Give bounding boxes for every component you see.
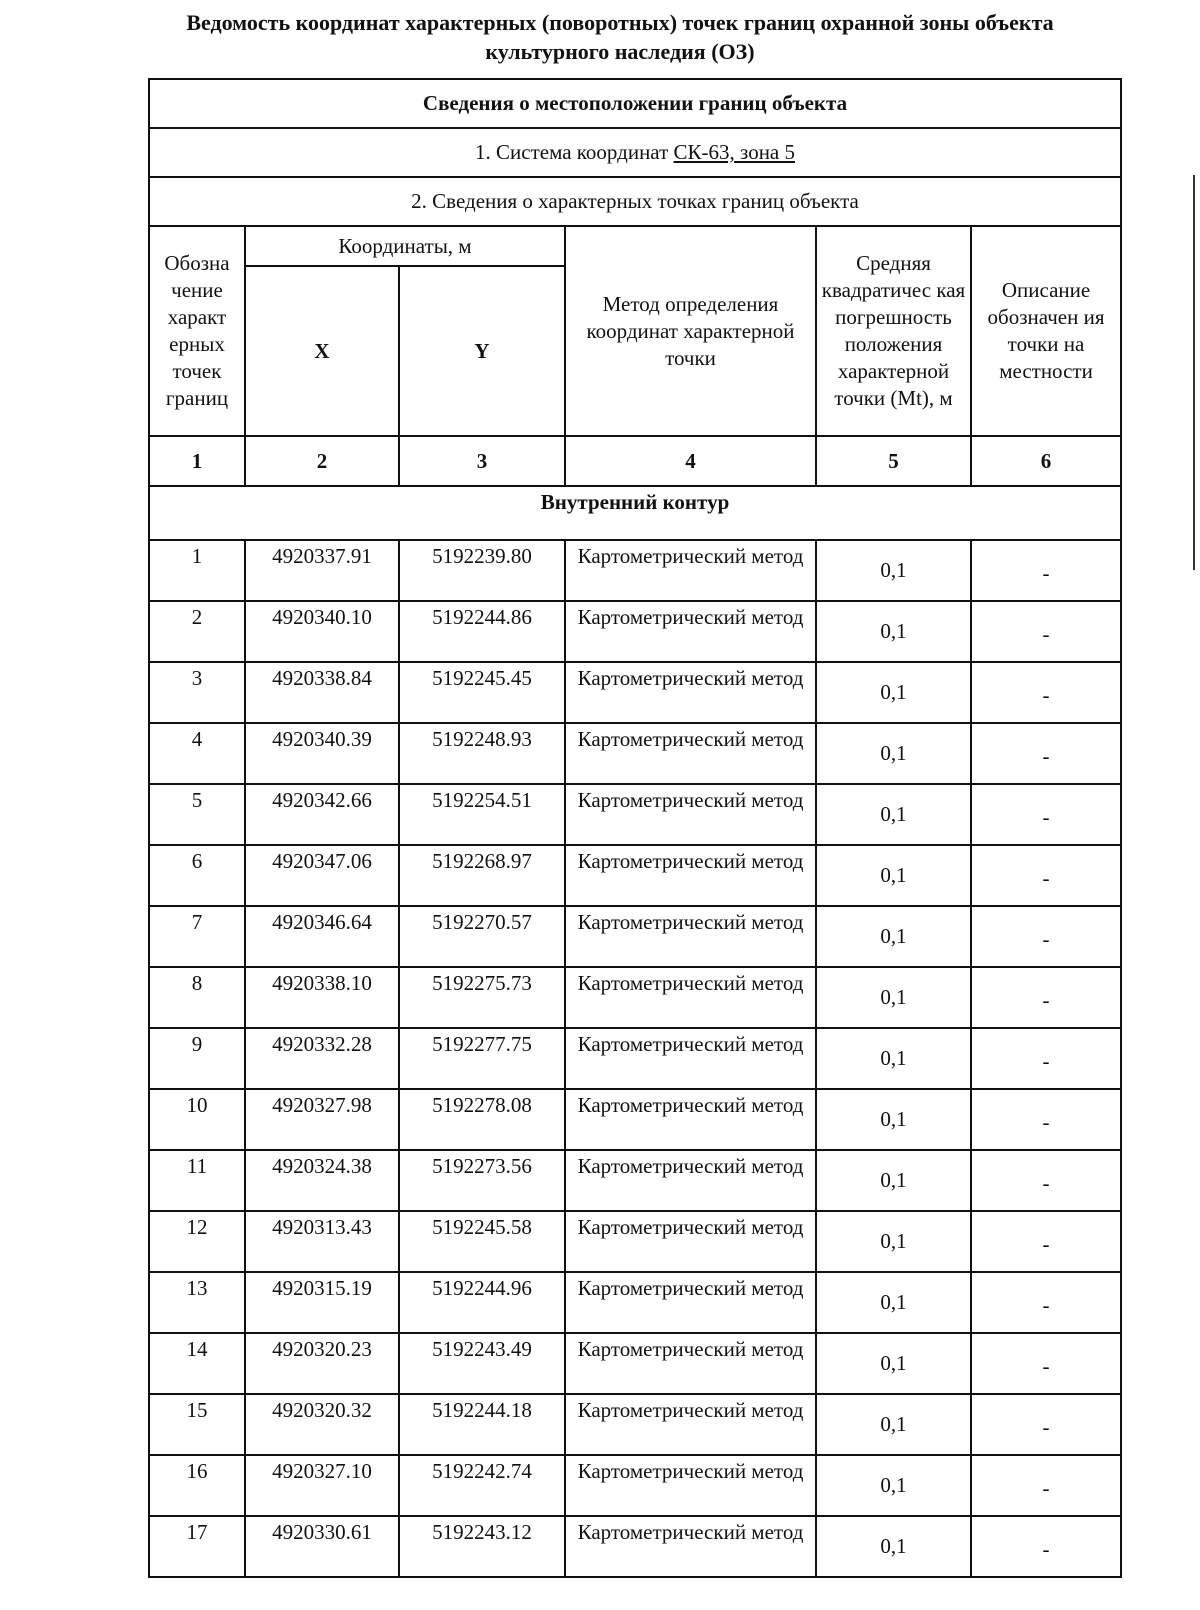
- description-value: -: [971, 845, 1121, 906]
- coord-x: 4920320.32: [245, 1394, 399, 1455]
- point-number: 6: [149, 845, 245, 906]
- coord-y: 5192270.57: [399, 906, 565, 967]
- coord-x: 4920337.91: [245, 540, 399, 601]
- accuracy-value: 0,1: [816, 1516, 971, 1577]
- accuracy-value: 0,1: [816, 1028, 971, 1089]
- coord-y: 5192273.56: [399, 1150, 565, 1211]
- header-method: Метод определения координат характерной точки: [565, 226, 816, 436]
- point-number: 2: [149, 601, 245, 662]
- coord-x: 4920338.10: [245, 967, 399, 1028]
- accuracy-value: 0,1: [816, 1333, 971, 1394]
- table-row: [149, 1272, 1121, 1333]
- coord-y: 5192248.93: [399, 723, 565, 784]
- point-number: 15: [149, 1394, 245, 1455]
- document-title: [120, 8, 1120, 66]
- coord-y: 5192243.49: [399, 1333, 565, 1394]
- page-edge-mark: [1193, 175, 1195, 570]
- description-value: -: [971, 1089, 1121, 1150]
- description-value: -: [971, 662, 1121, 723]
- coord-x: 4920315.19: [245, 1272, 399, 1333]
- point-number: 8: [149, 967, 245, 1028]
- table-row: [149, 845, 1121, 906]
- coord-y: 5192245.58: [399, 1211, 565, 1272]
- col-number-4: 4: [565, 436, 816, 486]
- coord-x: 4920347.06: [245, 845, 399, 906]
- accuracy-value: 0,1: [816, 845, 971, 906]
- coord-x: 4920324.38: [245, 1150, 399, 1211]
- coord-x: 4920327.10: [245, 1455, 399, 1516]
- method: Картометрический метод: [565, 906, 816, 967]
- description-value: -: [971, 1516, 1121, 1577]
- method: Картометрический метод: [565, 662, 816, 723]
- coord-x: 4920342.66: [245, 784, 399, 845]
- table-row: [149, 967, 1121, 1028]
- coord-y: 5192277.75: [399, 1028, 565, 1089]
- table-row: [149, 1150, 1121, 1211]
- coord-x: 4920313.43: [245, 1211, 399, 1272]
- method: Картометрический метод: [565, 1211, 816, 1272]
- header-x: X: [245, 266, 399, 436]
- description-value: -: [971, 723, 1121, 784]
- coord-system-value: СК-63, зона 5: [673, 140, 796, 164]
- description-value: -: [971, 906, 1121, 967]
- method: Картометрический метод: [565, 1455, 816, 1516]
- point-number: 7: [149, 906, 245, 967]
- description-value: -: [971, 1272, 1121, 1333]
- coord-x: 4920327.98: [245, 1089, 399, 1150]
- accuracy-value: 0,1: [816, 1272, 971, 1333]
- col-number-2: 2: [245, 436, 399, 486]
- coord-x: 4920338.84: [245, 662, 399, 723]
- method: Картометрический метод: [565, 1333, 816, 1394]
- coordinates-table: [148, 78, 1122, 1578]
- table-row: [149, 784, 1121, 845]
- method: Картометрический метод: [565, 1394, 816, 1455]
- method: Картометрический метод: [565, 1150, 816, 1211]
- table-row: [149, 1394, 1121, 1455]
- table-row: [149, 1455, 1121, 1516]
- coord-x: 4920340.39: [245, 723, 399, 784]
- coord-x: 4920330.61: [245, 1516, 399, 1577]
- header-y: Y: [399, 266, 565, 436]
- table-row: [149, 906, 1121, 967]
- table-row: [149, 662, 1121, 723]
- accuracy-value: 0,1: [816, 784, 971, 845]
- point-number: 1: [149, 540, 245, 601]
- method: Картометрический метод: [565, 845, 816, 906]
- header-description: Описание обозначен ия точки на местности: [971, 226, 1121, 436]
- point-number: 14: [149, 1333, 245, 1394]
- coord-y: 5192239.80: [399, 540, 565, 601]
- coord-y: 5192268.97: [399, 845, 565, 906]
- method: Картометрический метод: [565, 1028, 816, 1089]
- method: Картометрический метод: [565, 723, 816, 784]
- col-number-3: 3: [399, 436, 565, 486]
- method: Картометрический метод: [565, 1516, 816, 1577]
- coord-y: 5192245.45: [399, 662, 565, 723]
- table-row: [149, 1028, 1121, 1089]
- col-number-6: 6: [971, 436, 1121, 486]
- coord-y: 5192275.73: [399, 967, 565, 1028]
- description-value: -: [971, 784, 1121, 845]
- coord-system-row: [149, 128, 1121, 177]
- table-row: [149, 1516, 1121, 1577]
- table-row: [149, 601, 1121, 662]
- accuracy-value: 0,1: [816, 1455, 971, 1516]
- coord-x: 4920320.23: [245, 1333, 399, 1394]
- table-row: [149, 540, 1121, 601]
- accuracy-value: 0,1: [816, 906, 971, 967]
- description-value: -: [971, 1333, 1121, 1394]
- point-number: 5: [149, 784, 245, 845]
- point-number: 11: [149, 1150, 245, 1211]
- accuracy-value: 0,1: [816, 1211, 971, 1272]
- method: Картометрический метод: [565, 601, 816, 662]
- description-value: -: [971, 1394, 1121, 1455]
- coord-y: 5192244.96: [399, 1272, 565, 1333]
- description-value: -: [971, 1455, 1121, 1516]
- title-line-1: Ведомость координат характерных (поворотных) точек границ охранной зоны объекта: [186, 10, 1054, 35]
- header-point-designation: Обозна чение характ ерных точек границ: [149, 226, 245, 436]
- point-number: 16: [149, 1455, 245, 1516]
- method: Картометрический метод: [565, 1272, 816, 1333]
- coord-y: 5192278.08: [399, 1089, 565, 1150]
- point-number: 3: [149, 662, 245, 723]
- coord-x: 4920340.10: [245, 601, 399, 662]
- description-value: -: [971, 1211, 1121, 1272]
- accuracy-value: 0,1: [816, 1089, 971, 1150]
- description-value: -: [971, 1150, 1121, 1211]
- point-number: 17: [149, 1516, 245, 1577]
- header-coordinates: Координаты, м: [245, 226, 565, 266]
- accuracy-value: 0,1: [816, 967, 971, 1028]
- header-accuracy: Средняя квадратичес кая погрешность положения характерной точки (Mt), м: [816, 226, 971, 436]
- table-row: [149, 1333, 1121, 1394]
- point-number: 9: [149, 1028, 245, 1089]
- coord-x: 4920332.28: [245, 1028, 399, 1089]
- accuracy-value: 0,1: [816, 601, 971, 662]
- coord-y: 5192254.51: [399, 784, 565, 845]
- title-line-2: культурного наследия (ОЗ): [485, 39, 755, 64]
- method: Картометрический метод: [565, 784, 816, 845]
- accuracy-value: 0,1: [816, 723, 971, 784]
- accuracy-value: 0,1: [816, 540, 971, 601]
- accuracy-value: 0,1: [816, 1150, 971, 1211]
- section-header: Сведения о местоположении границ объекта: [149, 79, 1121, 128]
- col-number-5: 5: [816, 436, 971, 486]
- coord-x: 4920346.64: [245, 906, 399, 967]
- accuracy-value: 0,1: [816, 662, 971, 723]
- description-value: -: [971, 601, 1121, 662]
- point-number: 4: [149, 723, 245, 784]
- point-number: 13: [149, 1272, 245, 1333]
- coord-y: 5192244.86: [399, 601, 565, 662]
- table-row: [149, 1211, 1121, 1272]
- coord-y: 5192243.12: [399, 1516, 565, 1577]
- table-row: [149, 723, 1121, 784]
- contour-label: Внутренний контур: [149, 486, 1121, 540]
- description-value: -: [971, 540, 1121, 601]
- coord-system-prefix: 1. Система координат: [475, 140, 674, 164]
- points-info-row: 2. Сведения о характерных точках границ объекта: [149, 177, 1121, 226]
- accuracy-value: 0,1: [816, 1394, 971, 1455]
- coord-y: 5192242.74: [399, 1455, 565, 1516]
- description-value: -: [971, 967, 1121, 1028]
- table-row: [149, 1089, 1121, 1150]
- point-number: 10: [149, 1089, 245, 1150]
- description-value: -: [971, 1028, 1121, 1089]
- method: Картометрический метод: [565, 967, 816, 1028]
- method: Картометрический метод: [565, 540, 816, 601]
- method: Картометрический метод: [565, 1089, 816, 1150]
- point-number: 12: [149, 1211, 245, 1272]
- coord-y: 5192244.18: [399, 1394, 565, 1455]
- col-number-1: 1: [149, 436, 245, 486]
